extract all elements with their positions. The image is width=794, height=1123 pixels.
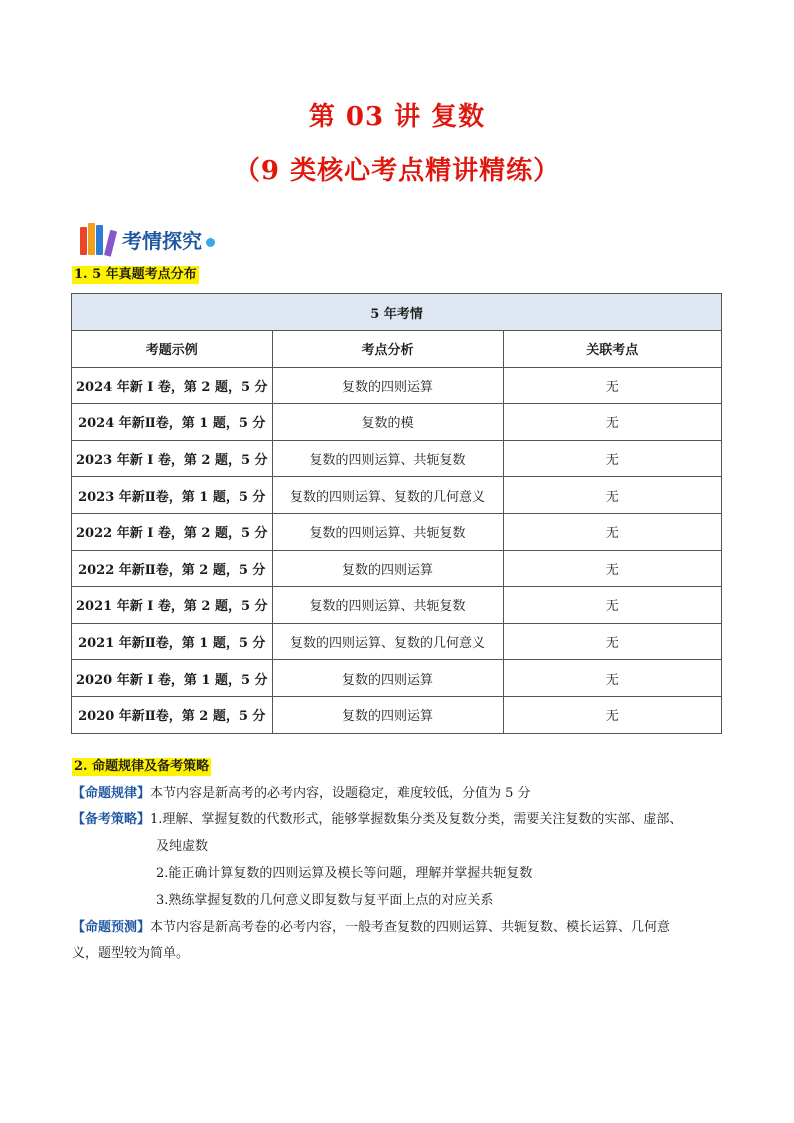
exam-reference-cell: 2022 年新 I 卷，第 2 题，5 分 <box>72 513 273 550</box>
related-topic-cell: 无 <box>503 623 721 660</box>
related-topic-cell: 无 <box>503 477 721 514</box>
topic-analysis-cell: 复数的四则运算 <box>272 696 503 733</box>
table-row <box>72 550 722 587</box>
topic-analysis-cell: 复数的四则运算、共轭复数 <box>272 513 503 550</box>
strategy-item-2: 2.能正确计算复数的四则运算及模长等问题，理解并掌握共轭复数 <box>156 866 533 881</box>
topic-analysis-cell: 复数的四则运算、共轭复数 <box>272 587 503 624</box>
topic-analysis-cell: 复数的四则运算、共轭复数 <box>272 440 503 477</box>
exam-reference-cell: 2024 年新 I 卷，第 2 题，5 分 <box>72 367 273 404</box>
section-banner <box>80 222 215 256</box>
column-header: 考题示例 <box>72 331 273 368</box>
banner-label: 考情探究 <box>122 228 202 253</box>
rule-label: 【命题规律】 <box>72 786 151 801</box>
prediction-paragraph <box>72 918 670 938</box>
related-topic-cell: 无 <box>503 404 721 441</box>
table-row <box>72 623 722 660</box>
exam-reference-cell: 2020 年新 I 卷，第 1 题，5 分 <box>72 660 273 697</box>
table-row <box>72 513 722 550</box>
column-header: 关联考点 <box>503 331 721 368</box>
table-row <box>72 367 722 404</box>
prediction-label: 【命题预测】 <box>72 920 151 935</box>
exam-reference-cell: 2021 年新Ⅱ卷，第 1 题，5 分 <box>72 623 273 660</box>
section-heading-strategy: 2. 命题规律及备考策略 <box>74 759 210 774</box>
table-row <box>72 587 722 624</box>
related-topic-cell: 无 <box>503 440 721 477</box>
rule-paragraph <box>72 784 531 804</box>
topic-analysis-cell: 复数的四则运算、复数的几何意义 <box>272 623 503 660</box>
books-icon <box>80 223 116 255</box>
strategy-label: 【备考策略】 <box>72 812 151 827</box>
exam-reference-cell: 2023 年新 I 卷，第 2 题，5 分 <box>72 440 273 477</box>
topic-analysis-cell: 复数的四则运算、复数的几何意义 <box>272 477 503 514</box>
table-caption-row <box>72 294 722 331</box>
related-topic-cell: 无 <box>503 587 721 624</box>
exam-reference-cell: 2021 年新 I 卷，第 2 题，5 分 <box>72 587 273 624</box>
related-topic-cell: 无 <box>503 550 721 587</box>
topic-analysis-cell: 复数的模 <box>272 404 503 441</box>
exam-reference-cell: 2023 年新Ⅱ卷，第 1 题，5 分 <box>72 477 273 514</box>
table-row <box>72 660 722 697</box>
strategy-item-1-continued: 及纯虚数 <box>156 839 209 854</box>
strategy-paragraph <box>72 810 682 830</box>
strategy-item-3: 3.熟练掌握复数的几何意义即复数与复平面上点的对应关系 <box>156 893 494 908</box>
document-subtitle: （9 类核心考点精讲精练） <box>233 156 561 186</box>
strategy-item-1: 1.理解、掌握复数的代数形式，能够掌握数集分类及复数分类，需要关注复数的实部、虚部、 <box>150 812 683 827</box>
exam-reference-cell: 2020 年新Ⅱ卷，第 2 题，5 分 <box>72 696 273 733</box>
table-row <box>72 477 722 514</box>
table-header-row <box>72 331 722 368</box>
topic-analysis-cell: 复数的四则运算 <box>272 660 503 697</box>
prediction-text: 本节内容是新高考卷的必考内容，一般考查复数的四则运算、共轭复数、模长运算、几何意 <box>150 920 671 935</box>
topic-analysis-cell: 复数的四则运算 <box>272 550 503 587</box>
table-caption: 5 年考情 <box>72 294 722 331</box>
related-topic-cell: 无 <box>503 696 721 733</box>
table-row <box>72 696 722 733</box>
rule-text: 本节内容是新高考的必考内容，设题稳定，难度较低，分值为 5 分 <box>150 786 531 801</box>
related-topic-cell: 无 <box>503 513 721 550</box>
table-row <box>72 440 722 477</box>
prediction-text-continued: 义，题型较为简单。 <box>72 946 190 961</box>
topic-analysis-cell: 复数的四则运算 <box>272 367 503 404</box>
table-row <box>72 404 722 441</box>
related-topic-cell: 无 <box>503 367 721 404</box>
exam-reference-cell: 2024 年新Ⅱ卷，第 1 题，5 分 <box>72 404 273 441</box>
exam-reference-cell: 2022 年新Ⅱ卷，第 2 题，5 分 <box>72 550 273 587</box>
column-header: 考点分析 <box>272 331 503 368</box>
section-heading-distribution: 1. 5 年真题考点分布 <box>74 267 197 282</box>
related-topic-cell: 无 <box>503 660 721 697</box>
exam-distribution-table <box>71 293 722 734</box>
document-title: 第 03 讲 复数 <box>308 102 486 132</box>
dot-icon <box>206 238 215 247</box>
